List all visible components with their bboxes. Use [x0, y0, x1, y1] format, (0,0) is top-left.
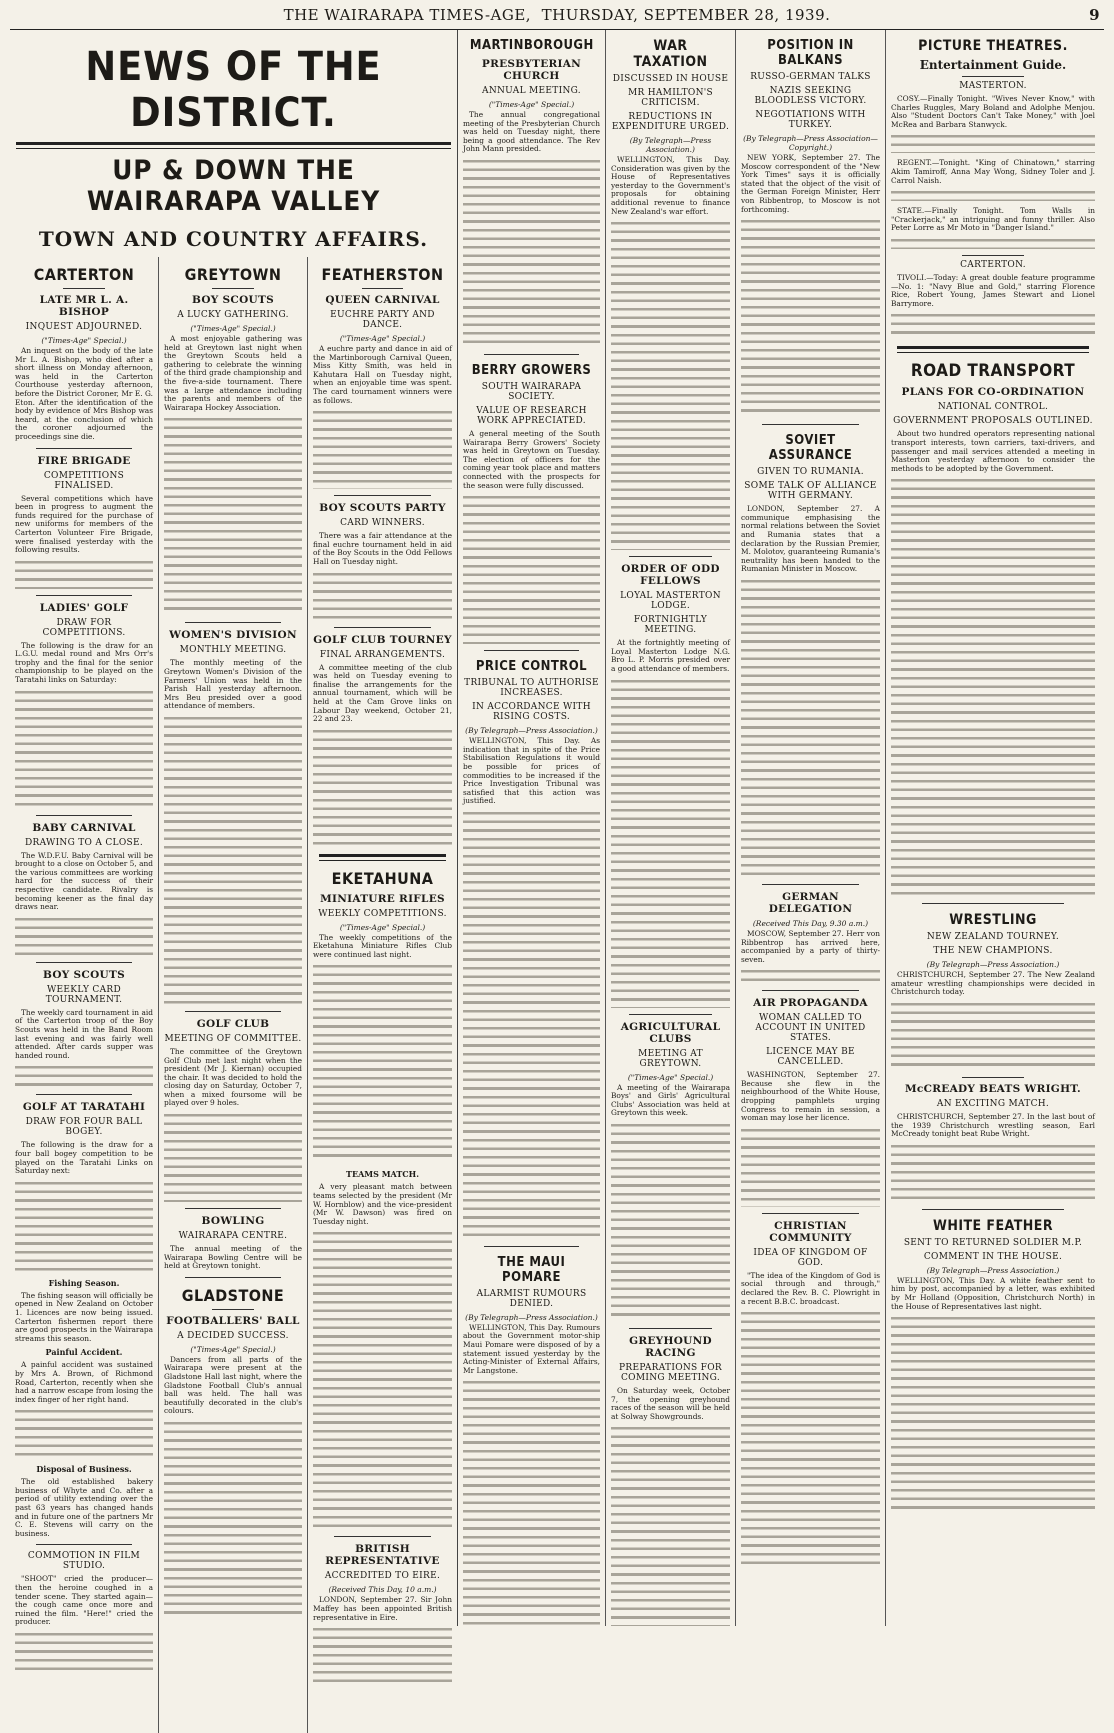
heading-greyhound-racing: GREYHOUND RACING [629, 1334, 712, 1359]
text-lines [741, 218, 880, 418]
page-columns [10, 30, 1104, 1626]
rule [185, 1011, 282, 1012]
listing-tivoli: TIVOLI.—Today: A great double feature programme—No. 1: "Navy Blue and Gold," starring Florence Rice, Robert Young, James Stewart and Lionel Barrymore. [891, 272, 1095, 308]
article-disposal: The old established bakery business of Whyte and Co. after a period of utility extending over the past 63 years has changed hands and in future one of the partners Mr C. E. Stevens will carry on the business. [15, 1477, 153, 1538]
district-title: NEWS OF THE DISTRICT. [85, 44, 382, 136]
sub-berry-growers-2: VALUE OF RESEARCH WORK APPRECIATED. [476, 405, 587, 426]
sub-war-taxation: DISCUSSED IN HOUSE [612, 74, 729, 84]
text-lines [164, 715, 302, 1005]
rule [36, 448, 133, 449]
article-boy-scouts: The weekly card tournament in aid of the Carterton troop of the Boy Scouts was held in the Band Room last evening and was fairly well attended. After cards supper was handed round. [15, 1007, 153, 1060]
text-lines [891, 1001, 1095, 1071]
text-lines [891, 1143, 1095, 1203]
heading-german-delegation: GERMAN DELEGATION [768, 890, 853, 915]
listing-regent: REGENT.—Tonight. "King of Chinatown," starring Akim Tamiroff, Anna May Wong, Sidney Toler and J. Carrol Naish. [891, 158, 1095, 185]
text-lines [611, 678, 730, 1008]
sub-war-taxation-3: REDUCTIONS IN EXPENDITURE URGED. [611, 112, 730, 132]
text-lines [164, 416, 302, 616]
column-martinborough [458, 30, 606, 1626]
article-grey-scouts: A most enjoyable gathering was held at Greytown last night when the Greytown Scouts held a gathering to celebrate the winning of the third grade championship and the five-a-side tournament. There was a large attendance including the parents and members of the Wairarapa Hockey Association. [164, 334, 302, 412]
sub-taratahi: DRAW FOR FOUR BALL BOGEY. [25, 1117, 143, 1138]
note-grey-scouts: ("Times-Age" Special.) [190, 324, 276, 333]
article-berry-growers: A general meeting of the South Wairarapa Berry Growers' Society was held in Greytown on Tuesday. The election of officers for the coming year took place and matters connected with the prospects for the season were fully discussed. [463, 428, 600, 490]
heading-bowling: BOWLING [201, 1215, 265, 1228]
sub-presbyterian: ANNUAL MEETING. [482, 86, 581, 96]
column-greytown [159, 257, 308, 1733]
text-lines [891, 189, 1095, 201]
heading-eketahuna: EKETAHUNA [331, 868, 434, 888]
heading-war-taxation: WAR TAXATION [633, 38, 708, 70]
article-greyhound-racing: On Saturday week, October 7, the opening greyhound races of the season will be held at Solway Showgrounds. [611, 1385, 730, 1421]
heading-womens-division: WOMEN'S DIVISION [169, 629, 297, 642]
sub-footballers-ball: A DECIDED SUCCESS. [177, 1330, 289, 1341]
heading-mccready: McCREADY BEATS WRIGHT. [904, 1083, 1082, 1096]
rule [897, 346, 1089, 353]
rule [629, 1014, 712, 1015]
text-lines [15, 689, 153, 809]
text-lines [164, 1112, 302, 1202]
text-lines [313, 571, 452, 621]
sub-mccready: AN EXCITING MATCH. [936, 1099, 1050, 1110]
note-british-rep: (Received This Day, 10 a.m.) [328, 1585, 437, 1595]
heading-bishop: LATE MR L. A. BISHOP [39, 294, 129, 318]
text-lines [611, 220, 730, 550]
sub-balkans-2: NAZIS SEEKING BLOODLESS VICTORY. [754, 86, 867, 106]
heading-martinborough: MARTINBOROUGH [469, 38, 594, 53]
issue-date: THURSDAY, SEPTEMBER 28, 1939. [541, 6, 831, 24]
article-price-control: WELLINGTON, This Day. As indication that in spite of the Price Stabilisation Regulations it would be possible for prices of commodities to be increased if the Price Investigation Tribunal was satisfied that this action was justified. [463, 736, 600, 806]
rule [629, 556, 712, 557]
article-war-taxation: WELLINGTON, This Day. Consideration was given by the House of Representatives yesterday to the Government's proposals for obtaining additional revenue to finance New Zealand's war effort. [611, 155, 730, 216]
rule [762, 424, 859, 425]
article-maui-pomare: WELLINGTON, This Day. Rumours about the Government motor-ship Maui Pomare were disposed of by a statement issued yesterday by the Acting-Minister of External Affairs, Mr Langstone. [463, 1322, 600, 1375]
sub-golf-tourney: FINAL ARRANGEMENTS. [319, 649, 446, 660]
heading-disposal: Disposal of Business. [36, 1464, 132, 1475]
text-lines [611, 1122, 730, 1322]
heading-odd-fellows: ORDER OF ODD FELLOWS [621, 563, 720, 588]
heading-picture-theatres: PICTURE THEATRES. [918, 38, 1068, 54]
rule [212, 1309, 253, 1310]
listing-state: STATE.—Finally Tonight. Tom Walls in "Crackerjack," an intriguing and funny thriller. Also Peter Lorre as Mr Moto in "Danger Island." [891, 206, 1095, 233]
heading-footballers-ball: FOOTBALLERS' BALL [166, 1314, 300, 1327]
sub-white-feather: SENT TO RETURNED SOLDIER M.P. [903, 1237, 1083, 1248]
article-soviet-assurance: LONDON, September 27. A communique emphasising the normal relations between the Soviet and Rumania states that a declaration by the Russian Premier, M. Molotov, guaranteeing Rumania's neutrality has been handed to the Rumanian Minister in Moscow. [741, 504, 880, 574]
note-presbyterian: ("Times-Age" Special.) [488, 100, 575, 109]
sub-white-feather-2: COMMENT IN THE HOUSE. [923, 1251, 1063, 1262]
text-lines [15, 559, 153, 589]
note-miniature-rifles: ("Times-Age" Special.) [339, 922, 426, 932]
note-price-control: (By Telegraph—Press Association.) [465, 726, 598, 736]
sub-berry-growers: SOUTH WAIRARAPA SOCIETY. [481, 381, 582, 402]
rule [36, 595, 133, 596]
sub-miniature-rifles: WEEKLY COMPETITIONS. [318, 908, 447, 919]
article-bishop: An inquest on the body of the late Mr L. A. Bishop, who died after a short illness on Monday afternoon, was held in the Carterton Courthouse yesterday afternoon, before the District Coroner, Mr E. G. Eton. After the identification of the body by evidence of Mrs Bishop was heard, at the conclusion of which the coroner adjourned the proceedings sine die. [15, 346, 153, 441]
article-film: "SHOOT" cried the producer—then the heroine coughed in a tender scene. They started again—the cough came once more and ruined the film. "Here!" cried the producer. [15, 1574, 153, 1627]
rule [36, 1094, 133, 1095]
listing-cosy: COSY.—Finally Tonight. "Wives Never Know," with Charles Ruggles, Mary Boland and Adolphe Menjou. Also "Student Doctors Can't Take Money," with Joel McRea and Barbara Stanwyck. [891, 94, 1095, 129]
sub-soviet-assurance: GIVEN TO RUMANIA. [757, 467, 864, 478]
heading-golf-tourney: GOLF CLUB TOURNEY [313, 633, 452, 646]
article-mccready: CHRISTCHURCH, September 27. In the last bout of the 1939 Christchurch wrestling season, Earl McCready tonight beat Rube Wright. [891, 1112, 1095, 1139]
sub-grey-golf: MEETING OF COMMITTEE. [164, 1033, 302, 1044]
rule [484, 354, 580, 355]
article-bowling: The annual meeting of the Wairarapa Bowling Centre will be held at Greytown tonight. [164, 1244, 302, 1271]
article-presbyterian: The annual congregational meeting of the Presbyterian Church was held on Tuesday night, there being a good attendance. The Rev John Mann presided. [463, 110, 600, 154]
rule [962, 255, 1023, 256]
text-lines [891, 477, 1095, 897]
article-fishing: The fishing season will officially be opened in New Zealand on October 1. Licences are now being issued. Carterton fishermen report there are good prospects in the Wairarapa streams this season. [15, 1290, 153, 1343]
sub-scouts-party: CARD WINNERS. [340, 518, 425, 529]
sub-british-rep: ACCREDITED TO EIRE. [324, 1571, 441, 1582]
rule [36, 815, 133, 816]
rule [762, 1213, 859, 1214]
text-lines [891, 312, 1095, 340]
heading-air-propaganda: AIR PROPAGANDA [753, 997, 868, 1010]
article-accident: A painful accident was sustained by Mrs A. Brown, of Richmond Road, Carterton, recently when she had a narrow escape from losing the index finger of her right hand. [15, 1360, 153, 1404]
sub-queen-carnival: EUCHRE PARTY AND DANCE. [330, 310, 435, 330]
heading-fishing: Fishing Season. [48, 1277, 120, 1288]
text-lines [463, 158, 600, 348]
heading-white-feather: WHITE FEATHER [932, 1217, 1054, 1234]
sub-agricultural-clubs: MEETING AT GREYTOWN. [638, 1048, 703, 1069]
district-subtitle: UP & DOWN THE WAIRARAPA VALLEY [86, 155, 381, 217]
heading-featherston: FEATHERSTON [321, 265, 444, 284]
district-section: TOWN AND COUNTRY AFFAIRS. [38, 227, 429, 251]
text-lines [741, 578, 880, 878]
sub-maui-pomare: ALARMIST RUMOURS DENIED. [476, 1288, 587, 1309]
article-ladies-golf: The following is the draw for an L.G.U. medal round and Mrs Orr's trophy and the final for the senior championship to be played on the Taratahi links on Saturday: [15, 640, 153, 685]
text-lines [15, 1631, 153, 1671]
rule [922, 1209, 1065, 1210]
article-baby-carnival: The W.D.F.U. Baby Carnival will be brought to a close on October 5, and the various committees are working hard for the success of their respective candidate. Rivalry is becoming keener as the final day draws near. [15, 850, 153, 912]
sub-bishop: INQUEST ADJOURNED. [25, 322, 143, 332]
sub-grey-scouts: A LUCKY GATHERING. [177, 310, 289, 320]
sub-road-transport-2: NATIONAL CONTROL. [937, 402, 1049, 413]
heading-taratahi: GOLF AT TARATAHI [22, 1101, 146, 1114]
heading-agricultural-clubs: AGRICULTURAL CLUBS [620, 1020, 721, 1045]
heading-fire: FIRE BRIGADE [37, 454, 131, 467]
note-bishop: ("Times-Age" Special.) [41, 336, 127, 345]
district-subcolumns [10, 257, 457, 1733]
heading-carterton: CARTERTON [33, 265, 135, 284]
rule [334, 627, 431, 628]
rule [36, 1544, 133, 1545]
note-german-delegation: (Received This Day, 9.30 a.m.) [752, 918, 869, 928]
column-carterton [10, 257, 159, 1733]
rule [484, 1246, 580, 1247]
sub-road-transport: PLANS FOR CO-ORDINATION [901, 386, 1085, 399]
article-grey-golf: The committee of the Greytown Golf Club met last night when the president (Mr J. Kiernan) occupied the chair. It was decided to hold the closing day on Saturday, October 7, when a mixed foursome will be played over 9 holes. [164, 1046, 302, 1108]
text-lines [891, 1315, 1095, 1515]
article-taratahi: The following is the draw for a four ball bogey competition to be played on the Taratahi Links on Saturday next: [15, 1140, 153, 1176]
heading-wrestling: WRESTLING [949, 912, 1037, 929]
text-lines [313, 963, 452, 1163]
note-queen-carnival: ("Times-Age" Special.) [339, 334, 426, 343]
article-road-transport: About two hundred operators representing national transport interests, town carriers, taxi-drivers, and passenger and mail services attended a meeting in Masterton yesterday afternoon to consider the methods to be adopted by the Government. [891, 429, 1095, 473]
note-white-feather: (By Telegraph—Press Association.) [926, 1265, 1060, 1275]
rule [629, 1328, 712, 1329]
text-lines [741, 1310, 880, 1570]
sub-air-propaganda-2: LICENCE MAY BE CANCELLED. [766, 1047, 855, 1068]
heading-greytown: GREYTOWN [184, 265, 282, 284]
sub-price-control-2: IN ACCORDANCE WITH RISING COSTS. [472, 702, 591, 723]
rule [334, 495, 431, 496]
article-miniature-rifles: The weekly competitions of the Eketahuna Miniature Rifles Club were continued last night. [313, 932, 452, 959]
heading-maui-pomare: THE MAUI POMARE [497, 1254, 566, 1285]
sub-boy-scouts: WEEKLY CARD TOURNAMENT. [45, 984, 123, 1005]
rule [962, 1077, 1023, 1078]
article-golf-tourney: A committee meeting of the club was held on Tuesday evening to finalise the arrangements for the annual tournament, which will be held at the Cam Grove links on Labour Day weekend, October 21, 22 and 23. [313, 662, 452, 724]
sub-baby-carnival: DRAWING TO A CLOSE. [25, 837, 143, 848]
article-footballers-ball: Dancers from all parts of the Wairarapa were present at the Gladstone Hall last night, where the Gladstone Football Club's annual ball was held. The hall was beautifully decorated in the club's colours. [164, 1354, 302, 1416]
masthead [10, 6, 1104, 30]
sub-war-taxation-2: MR HAMILTON'S CRITICISM. [627, 88, 713, 108]
text-lines [463, 494, 600, 644]
column-right [886, 30, 1100, 1626]
article-white-feather: WELLINGTON, This Day. A white feather sent to him by post, accompanied by a letter, was exhibited by Mr Holland (Opposition, Christchurch North) in the House of Representatives last night. [891, 1275, 1095, 1311]
heading-accident: Painful Accident. [45, 1347, 123, 1358]
heading-presbyterian: PRESBYTERIAN CHURCH [481, 58, 582, 82]
heading-christian-community: CHRISTIAN COMMUNITY [769, 1219, 852, 1244]
heading-carterton-cinema: CARTERTON. [960, 259, 1026, 270]
heading-gladstone: GLADSTONE [181, 1285, 285, 1305]
rule [362, 288, 404, 289]
heading-miniature-rifles: MINIATURE RIFLES [320, 892, 445, 905]
title-rule [16, 142, 451, 149]
sub-odd-fellows: LOYAL MASTERTON LODGE. [620, 591, 721, 612]
heading-ladies-golf: LADIES' GOLF [39, 601, 129, 614]
text-lines [741, 1127, 880, 1207]
sub-christian-community: IDEA OF KINGDOM OF GOD. [753, 1247, 868, 1268]
rule [36, 962, 133, 963]
rule [212, 288, 253, 289]
heading-grey-golf: GOLF CLUB [196, 1017, 270, 1030]
sub-odd-fellows-2: FORTNIGHTLY MEETING. [633, 615, 708, 636]
column-balkans [736, 30, 886, 1626]
article-odd-fellows: At the fortnightly meeting of Loyal Masterton Lodge N.G. Bro L. P. Morris presided over a good attendance of members. [611, 638, 730, 673]
heading-price-control: PRICE CONTROL [475, 659, 588, 675]
note-war-taxation: (By Telegraph—Press Association.) [629, 136, 712, 154]
article-german-delegation: MOSCOW, September 27. Herr von Ribbentrop has arrived here, accompanied by a party of thirty-seven. [741, 928, 880, 964]
article-british-rep: LONDON, September 27. Sir John Maffey has been appointed British representative in Eire. [313, 1595, 452, 1622]
rule [185, 622, 282, 623]
article-teams-match: A very pleasant match between teams selected by the president (Mr W. Hornblow) and the vice-president (Mr W. Dawson) was fired on Tuesday night. [313, 1182, 452, 1226]
paper-name: THE WAIRARAPA TIMES-AGE, [283, 6, 532, 24]
article-womens-division: The monthly meeting of the Greytown Women's Division of the Farmers' Union was held in the Parish Hall yesterday afternoon. Mrs Beu presided over a good attendance of members. [164, 658, 302, 711]
heading-entertainment-guide: Entertainment Guide. [919, 58, 1067, 72]
heading-grey-scouts: BOY SCOUTS [191, 294, 274, 306]
heading-scouts-party: BOY SCOUTS PARTY [319, 502, 446, 515]
sub-ladies-golf: DRAW FOR COMPETITIONS. [42, 617, 126, 638]
note-footballers-ball: ("Times-Age" Special.) [190, 1344, 276, 1354]
text-lines [463, 1379, 600, 1626]
heading-balkans: POSITION IN BALKANS [767, 38, 854, 68]
sub-balkans: RUSSO-GERMAN TALKS [750, 72, 871, 82]
note-balkans: (By Telegraph—Press Association—Copyright.) [743, 134, 878, 152]
rule [762, 884, 859, 885]
heading-road-transport: ROAD TRANSPORT [910, 361, 1076, 382]
heading-british-rep: BRITISH REPRESENTATIVE [325, 1543, 440, 1568]
column-war-taxation [606, 30, 736, 1626]
heading-film: COMMOTION IN FILM STUDIO. [27, 1551, 141, 1572]
article-fire: Several competitions which have been in progress to augment the funds required for the purchase of new uniforms for members of the Carterton Volunteer Fire Brigade, were finalised yesterday with the following results. [15, 493, 153, 555]
text-lines [611, 1425, 730, 1626]
rule [185, 1208, 282, 1209]
text-lines [313, 409, 452, 489]
heading-soviet-assurance: SOVIET ASSURANCE [768, 433, 853, 464]
article-scouts-party: There was a fair attendance at the final euchre tournament held in aid of the Boy Scouts in the Odd Fellows Hall on Tuesday night. [313, 531, 452, 566]
heading-boy-scouts: BOY SCOUTS [42, 968, 125, 981]
rule [185, 1277, 282, 1278]
column-featherston [308, 257, 457, 1733]
rule [962, 76, 1023, 77]
heading-teams-match: TEAMS MATCH. [346, 1169, 419, 1180]
note-wrestling: (By Telegraph—Press Association.) [926, 960, 1060, 970]
article-agricultural-clubs: A meeting of the Wairarapa Boys' and Girls' Agricultural Clubs' Association was held at Greytown this week. [611, 1082, 730, 1118]
rule [484, 650, 580, 651]
article-balkans: NEW YORK, September 27. The Moscow correspondent of the "New York Times" says it is officially stated that the object of the visit of the German Foreign Minister, Herr von Ribbentrop, to Moscow is not forthcoming. [741, 153, 880, 214]
text-lines [463, 810, 600, 1240]
page-number: 9 [1089, 6, 1100, 24]
text-lines [15, 1064, 153, 1088]
article-queen-carnival: A euchre party and dance in aid of the Martinborough Carnival Queen, Miss Kitty Smith, was held in Kahutara Hall on Tuesday night, when an enjoyable time was spent. The card tournament winners were as follows. [313, 344, 452, 405]
text-lines [891, 133, 1095, 153]
text-lines [15, 1180, 153, 1272]
heading-queen-carnival: QUEEN CARNIVAL [325, 294, 440, 306]
heading-masterton: MASTERTON. [959, 81, 1027, 91]
heading-berry-growers: BERRY GROWERS [471, 362, 592, 378]
rule [319, 854, 446, 861]
sub-balkans-3: NEGOTIATIONS WITH TURKEY. [755, 110, 866, 130]
text-lines [313, 1626, 452, 1686]
article-christian-community: "The idea of the Kingdom of God is social through and through," declared the Rev. B. C. Plowright in a recent B.B.C. broadcast. [741, 1270, 880, 1306]
sub-road-transport-3: GOVERNMENT PROPOSALS OUTLINED. [893, 416, 1093, 427]
heading-baby-carnival: BABY CARNIVAL [32, 821, 136, 834]
text-lines [164, 1420, 302, 1620]
sub-fire: COMPETITIONS FINALISED. [43, 470, 125, 491]
article-wrestling: CHRISTCHURCH, September 27. The New Zealand amateur wrestling championships were decided in Christchurch today. [891, 970, 1095, 997]
text-lines [313, 1230, 452, 1530]
rule [334, 1536, 431, 1537]
text-lines [741, 968, 880, 984]
sub-womens-division: MONTHLY MEETING. [179, 645, 287, 656]
rule [63, 288, 104, 289]
article-air-propaganda: WASHINGTON, September 27. Because she flew in the neighbourhood of the White House, dropping pamphlets urging Congress to remain in session, a woman may lose her licence. [741, 1070, 880, 1123]
text-lines [313, 728, 452, 848]
sub-air-propaganda: WOMAN CALLED TO ACCOUNT IN UNITED STATES. [755, 1013, 866, 1044]
sub-price-control: TRIBUNAL TO AUTHORISE INCREASES. [464, 678, 599, 699]
rule [762, 990, 859, 991]
text-lines [15, 916, 153, 956]
rule [922, 903, 1065, 904]
sub-soviet-assurance-2: SOME TALK OF ALLIANCE WITH GERMANY. [744, 481, 877, 502]
sub-wrestling: NEW ZEALAND TOURNEY. [926, 932, 1060, 943]
sub-wrestling-2: THE NEW CHAMPIONS. [933, 946, 1053, 957]
district-news [10, 30, 458, 1626]
sub-greyhound-racing: PREPARATIONS FOR COMING MEETING. [619, 1362, 722, 1383]
text-lines [15, 1408, 153, 1458]
note-agricultural-clubs: ("Times-Age" Special.) [627, 1072, 714, 1082]
sub-bowling: WAIRARAPA CENTRE. [178, 1231, 288, 1242]
text-lines [891, 237, 1095, 249]
note-maui-pomare: (By Telegraph—Press Association.) [465, 1312, 598, 1322]
